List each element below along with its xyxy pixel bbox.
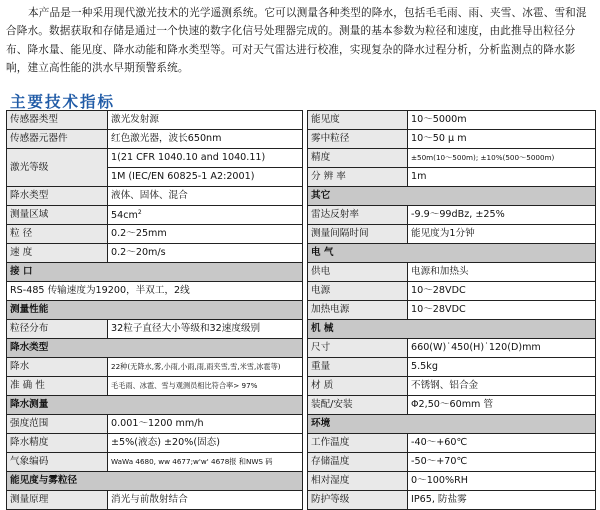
spec-label: 工作温度: [308, 434, 408, 453]
spec-value: ±50m(10～500m); ±10%(500～5000m): [408, 149, 596, 168]
spec-row: [308, 472, 596, 491]
spec-value: IP65, 防盐雾: [408, 491, 596, 510]
spec-label: 传感器元器件: [7, 130, 108, 149]
spec-row: [7, 282, 303, 301]
section-row: [7, 263, 303, 282]
spec-row: [7, 111, 303, 130]
spec-label: 测量间隔时间: [308, 225, 408, 244]
spec-label: 速 度: [7, 244, 108, 263]
spec-table-right: [307, 110, 596, 510]
spec-value: 电源和加热头: [408, 263, 596, 282]
spec-value: 0.001～1200 mm/h: [108, 415, 303, 434]
spec-value: 10～28VDC: [408, 282, 596, 301]
spec-label: 测量原理: [7, 491, 108, 510]
spec-value: 毛毛雨、冰雹、雪与观测员相比符合率> 97%: [108, 377, 303, 396]
spec-label: 雷达反射率: [308, 206, 408, 225]
spec-value: 能见度为1分钟: [408, 225, 596, 244]
spec-label: 电源: [308, 282, 408, 301]
spec-value-text: 54cm: [111, 210, 138, 222]
spec-label: 能见度: [308, 111, 408, 130]
spec-label: 防护等级: [308, 491, 408, 510]
spec-value: 消光与前散射结合: [108, 491, 303, 510]
spec-label: 降水: [7, 358, 108, 377]
spec-value: 10～5000m: [408, 111, 596, 130]
spec-row: [308, 263, 596, 282]
spec-value: 660(W)˙450(H)˙120(D)mm: [408, 339, 596, 358]
section-title: 接 口: [7, 263, 303, 282]
spec-value: 32粒子直径大小等级和32速度级别: [108, 320, 303, 339]
spec-label: 粒径分布: [7, 320, 108, 339]
spec-label: 存储温度: [308, 453, 408, 472]
spec-row: [308, 434, 596, 453]
spec-label: 降水类型: [7, 187, 108, 206]
section-title: 机 械: [308, 320, 596, 339]
spec-label: 相对湿度: [308, 472, 408, 491]
spec-row: [7, 130, 303, 149]
section-row: [308, 187, 596, 206]
spec-row: [308, 377, 596, 396]
spec-row: [7, 415, 303, 434]
spec-label: 降水精度: [7, 434, 108, 453]
spec-label: 传感器类型: [7, 111, 108, 130]
spec-row: [7, 434, 303, 453]
spec-label: 激光等级: [7, 149, 108, 187]
spec-table-left: [6, 110, 303, 510]
spec-value: 0.2～25mm: [108, 225, 303, 244]
spec-row: [7, 187, 303, 206]
spec-value: ±5%(液态) ±20%(固态): [108, 434, 303, 453]
spec-label: 气象编码: [7, 453, 108, 472]
section-title: 测量性能: [7, 301, 303, 320]
spec-row: [7, 377, 303, 396]
spec-row: [308, 168, 596, 187]
spec-row: [7, 149, 303, 168]
spec-label: 粒 径: [7, 225, 108, 244]
spec-value: 1m: [408, 168, 596, 187]
spec-value: [108, 206, 303, 225]
section-title: 降水测量: [7, 396, 303, 415]
spec-label: 准 确 性: [7, 377, 108, 396]
spec-row: [308, 453, 596, 472]
spec-value: 红色激光器，波长650nm: [108, 130, 303, 149]
spec-value: 1M (IEC/EN 60825-1 A2:2001): [108, 168, 303, 187]
section-row: [308, 320, 596, 339]
spec-row: [308, 301, 596, 320]
spec-row: [7, 225, 303, 244]
spec-heading: 主要技术指标: [10, 93, 116, 111]
spec-row: [308, 225, 596, 244]
spec-row: [7, 320, 303, 339]
spec-row: [308, 282, 596, 301]
spec-label: 分 辨 率: [308, 168, 408, 187]
spec-value: 不锈钢、铝合金: [408, 377, 596, 396]
spec-label: 雾中粒径: [308, 130, 408, 149]
spec-label: 尺寸: [308, 339, 408, 358]
spec-value: 1(21 CFR 1040.10 and 1040.11): [108, 149, 303, 168]
section-title: 能见度与雾粒径: [7, 472, 303, 491]
spec-value: -9.9～99dBz, ±25%: [408, 206, 596, 225]
spec-row: [308, 339, 596, 358]
spec-value: 5.5kg: [408, 358, 596, 377]
spec-row: [7, 244, 303, 263]
spec-row: [308, 111, 596, 130]
section-title: 降水类型: [7, 339, 303, 358]
spec-row: [308, 206, 596, 225]
spec-row: [308, 358, 596, 377]
spec-value: -50～+70℃: [408, 453, 596, 472]
intro-paragraph: 本产品是一种采用现代激光技术的光学遥测系统。它可以测量各种类型的降水，包括毛毛雨、雨、夹雪、冰雹、雪和混合降水。数据获取和存储是通过一个快速的数字化信号处理器完成的。测量的基本参数为粒径和速度，由此推导出粒径分布、降水量、能见度、降水动能和降水类型等。可对天气雷达进行校准，实现复杂的降水过程分析，分析监测点的降水影响，建立高性能的洪水早期预警系统。: [6, 7, 587, 75]
spec-value: 激光发射源: [108, 111, 303, 130]
spec-row: [308, 396, 596, 415]
spec-label: 测量区域: [7, 206, 108, 225]
spec-value: Φ2,50～60mm 管: [408, 396, 596, 415]
spec-value: 10～28VDC: [408, 301, 596, 320]
section-title: 其它: [308, 187, 596, 206]
spec-label: 装配/安装: [308, 396, 408, 415]
spec-label: 重量: [308, 358, 408, 377]
spec-value: 0.2～20m/s: [108, 244, 303, 263]
spec-row: [7, 453, 303, 472]
spec-label: 加热电源: [308, 301, 408, 320]
spec-row: [7, 491, 303, 510]
spec-label: 供电: [308, 263, 408, 282]
section-title: 电 气: [308, 244, 596, 263]
spec-value: RS-485 传输速度为19200，半双工，2线: [7, 282, 303, 301]
spec-value: WaWa 4680, ww 4677;w'w' 4678报 和NWS 码: [108, 453, 303, 472]
section-row: [7, 339, 303, 358]
section-row: [308, 415, 596, 434]
spec-row: [7, 206, 303, 225]
section-row: [7, 301, 303, 320]
spec-value: 液体、固体、混合: [108, 187, 303, 206]
spec-row: [7, 358, 303, 377]
unit-superscript: 2: [137, 209, 142, 217]
spec-value: -40～+60℃: [408, 434, 596, 453]
section-row: [7, 396, 303, 415]
spec-value: 22种(无降水,雾,小雨,小雨,雨,雨夹雪,雪,米雪,冰雹等): [108, 358, 303, 377]
spec-label: 精度: [308, 149, 408, 168]
spec-label: 材 质: [308, 377, 408, 396]
spec-row: [308, 130, 596, 149]
spec-label: 强度范围: [7, 415, 108, 434]
spec-row: [308, 149, 596, 168]
spec-row: [308, 491, 596, 510]
section-title: 环境: [308, 415, 596, 434]
section-row: [308, 244, 596, 263]
section-row: [7, 472, 303, 491]
spec-value: 0～100%RH: [408, 472, 596, 491]
spec-value: 10～50 μ m: [408, 130, 596, 149]
